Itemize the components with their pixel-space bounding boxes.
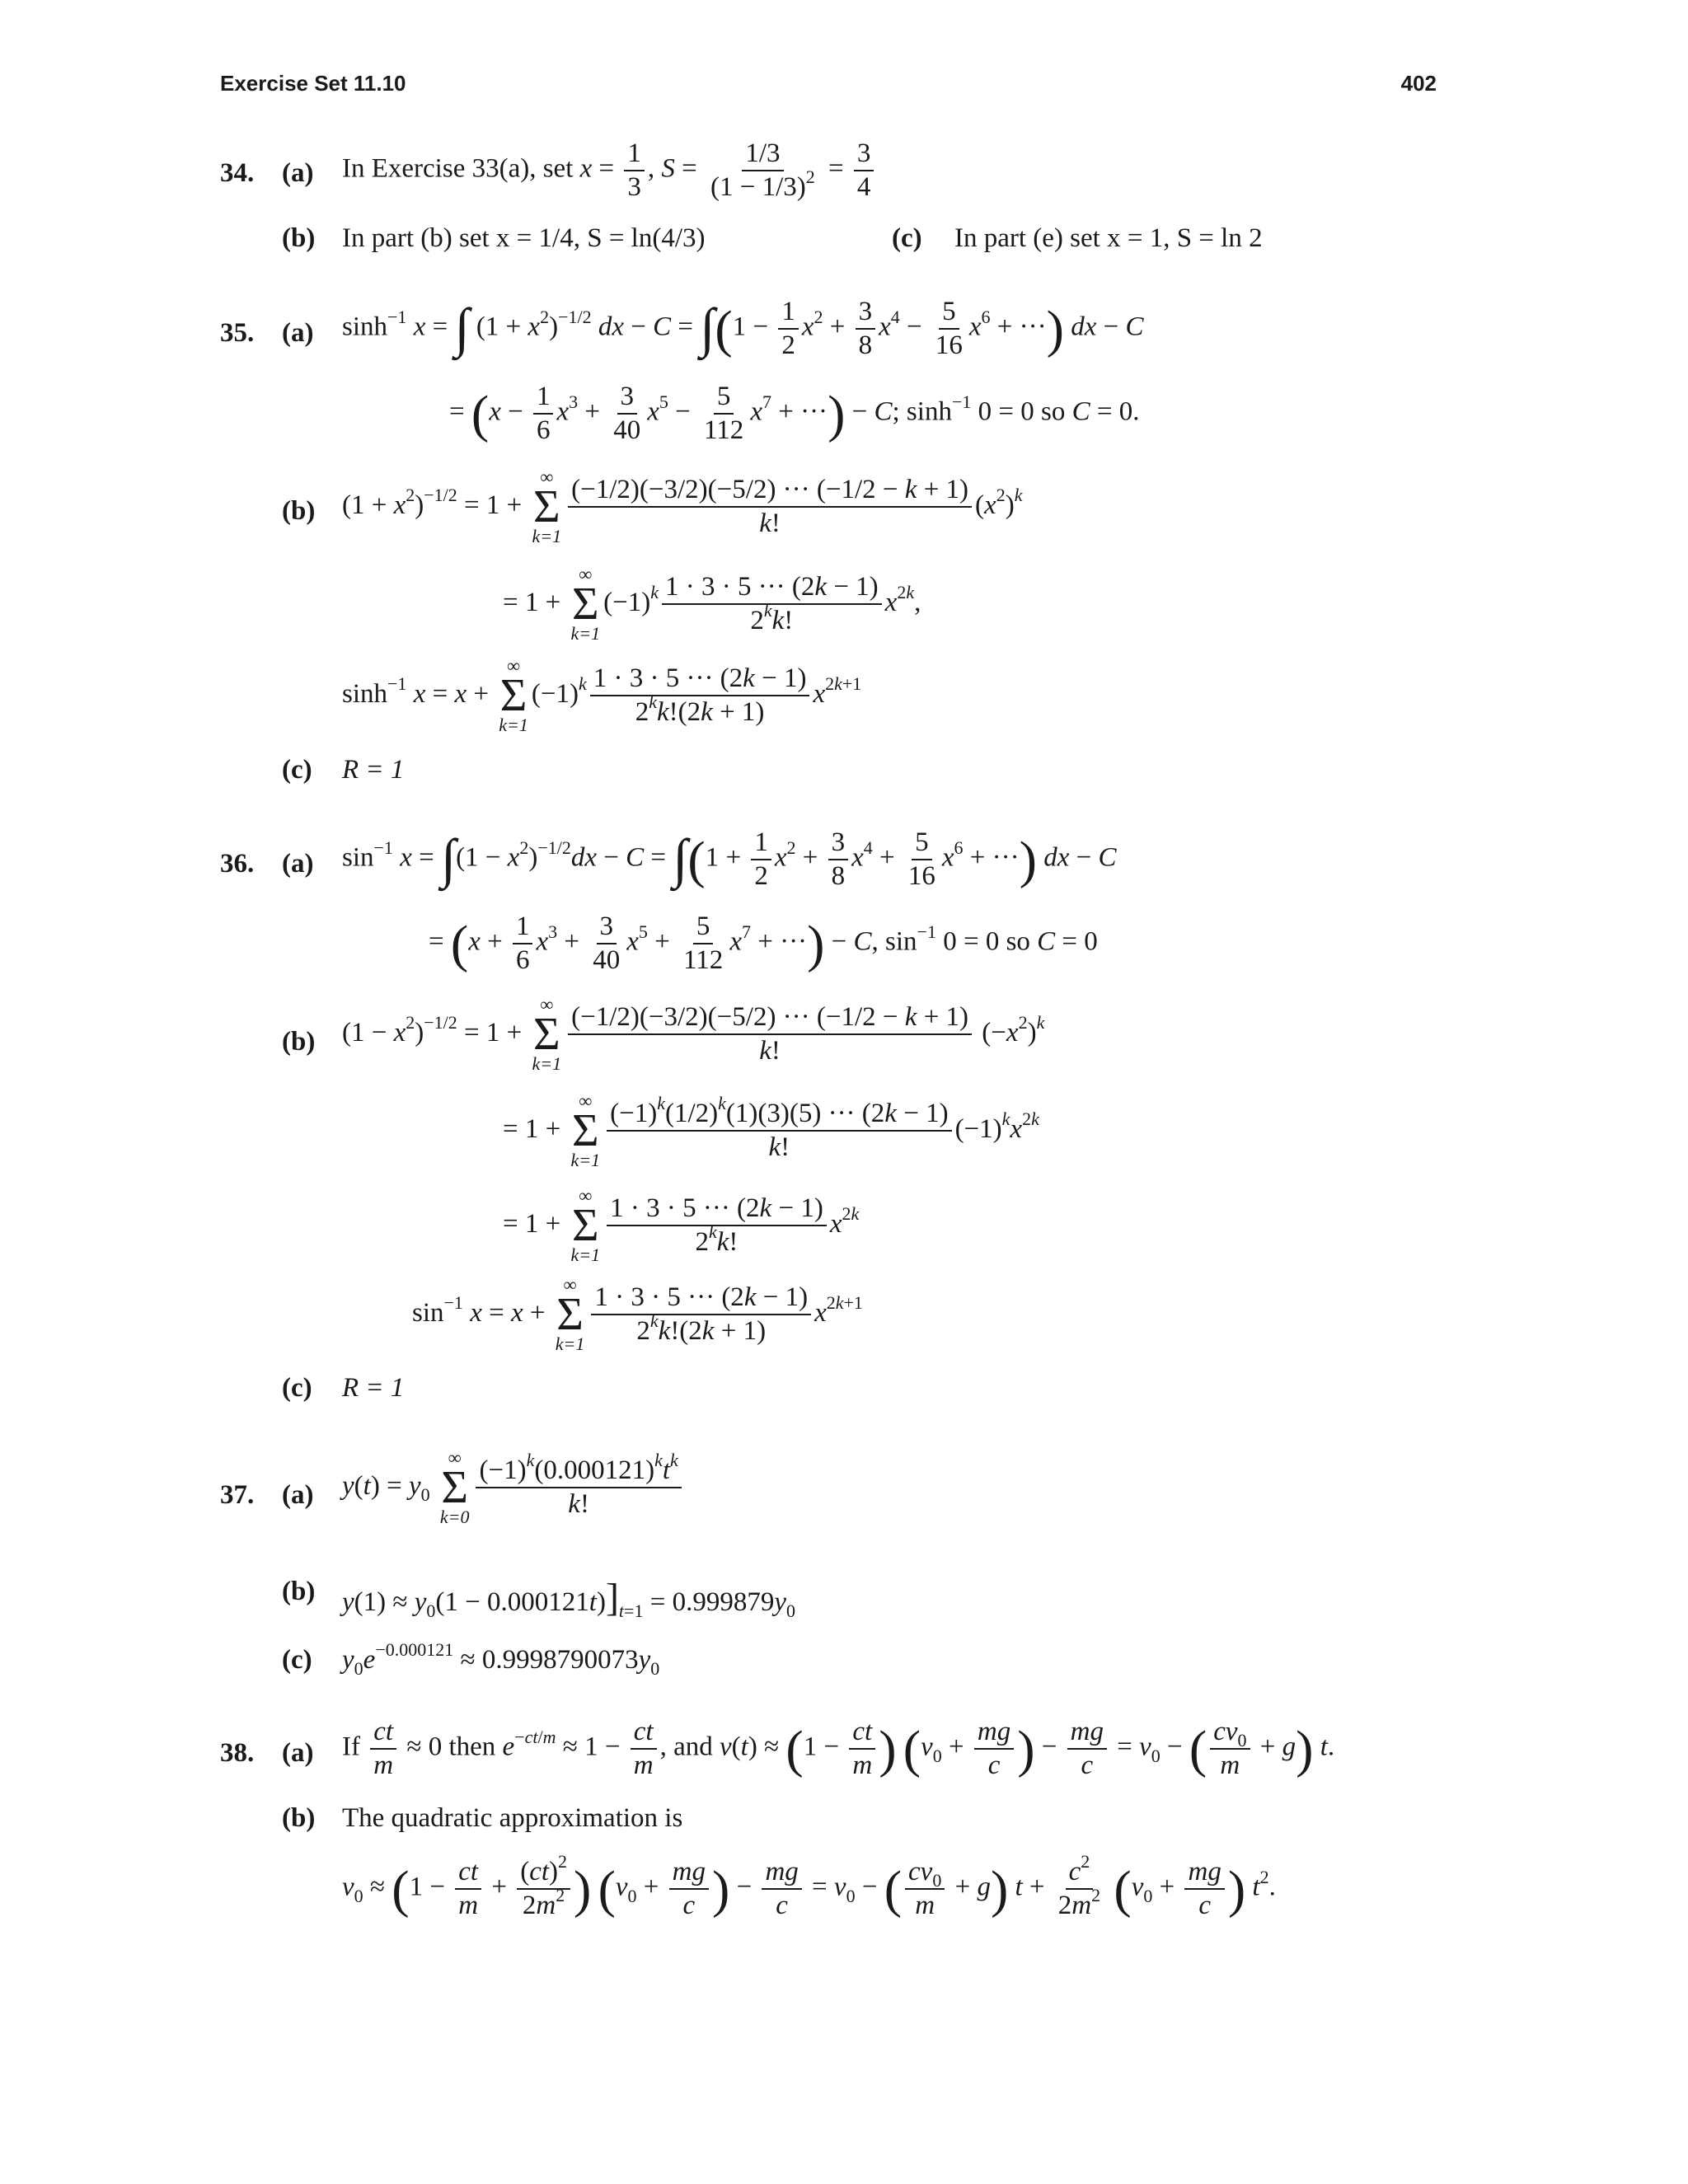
equation: R = 1 — [342, 755, 405, 785]
part-label: (b) — [282, 1027, 316, 1057]
problem-number: 37. — [220, 1480, 255, 1510]
section-title: Exercise Set 11.10 — [220, 71, 406, 96]
equation: $\sinh^{-1} x = x$ + ∞ Σ k=1 $(-1)^k$ $\frac{1 \cdot 3 \cdot 5 \cdot\cdot\cdot (2k - 1)}{2^kk!(2k + 1)}$ $x^{2k+1}$ — [342, 655, 862, 736]
equation: $\sinh^{-1} x$ = ∫ $(1 + x^2)^{-1/2}$ dx − C = ∫(1 − $\frac{1}{2}$ $x^2$ + $\frac{3}{8}$ $x^4$ − $\frac{5}{16}$ $x^6$ + ···) dx − C — [342, 297, 1144, 360]
equation: $y(1) \approx y_0(1 - 0.000121t)]_{t=1} = 0.999879y_0$ — [342, 1576, 795, 1621]
equation: $y(t) = y_0$ ∞ Σ k=0 $\frac{(-1)^k(0.000121)^kt^k}{k!}$ — [342, 1449, 685, 1526]
part-label: (c) — [892, 223, 922, 253]
part-label: (a) — [282, 158, 314, 188]
equation: In part (b) set x = 1/4, S = ln(4/3) — [342, 223, 706, 253]
part-label: (c) — [282, 1645, 312, 1675]
part-label: (a) — [282, 1738, 314, 1768]
part-label: (a) — [282, 849, 314, 879]
equation: In part (e) set x = 1, S = ln 2 — [954, 223, 1263, 253]
part-label: (b) — [282, 496, 316, 526]
problem-number: 38. — [220, 1738, 255, 1768]
page-number: 402 — [1400, 71, 1437, 96]
equation: = 1 + ∞ Σ k=1 $(-1)^k$ $\frac{1 \cdot 3 \cdot 5 \cdot\cdot\cdot (2k - 1)}{2^kk!}$ $x^{2k}$, — [503, 564, 921, 644]
part-label: (a) — [282, 318, 314, 348]
equation: R = 1 — [342, 1373, 405, 1403]
problem-number: 36. — [220, 849, 255, 879]
equation: If $\frac{ct}{m}$ ≈ 0 then $e^{-ct/m} \approx 1$ − $\frac{ct}{m}$ , and v(t) ≈ (1 − $\frac{ct}{m}$ ) ($v_0$ + $\frac{mg}{c}$ ) − $\frac{mg}{c}$ = $v_0$ − ( $\frac{cv_0}{m}$ + g) t. — [342, 1717, 1335, 1780]
equation: = 1 + ∞ Σ k=1 $\frac{1 \cdot 3 \cdot 5 \cdot\cdot\cdot (2k - 1)}{2^kk!}$ $x^{2k}$ — [503, 1185, 860, 1266]
equation: $(1 - x^2)^{-1/2} = 1$ + ∞ Σ k=1 $\frac{(-1/2)(-3/2)(-5/2) \cdot\cdot\cdot (-1/2 - k + 1)}{k!}$ $(-x^2)^k$ — [342, 994, 1045, 1075]
part-label: (b) — [282, 1803, 316, 1833]
equation: $(1 + x^2)^{-1/2} = 1$ + ∞ Σ k=1 $\frac{(-1/2)(-3/2)(-5/2) \cdot\cdot\cdot (-1/2 - k + 1)}{k!}$ $(x^2)^k$ — [342, 466, 1023, 547]
equation: $v_0 \approx (1$ − $\frac{ct}{m}$ + $\frac{(ct)^2}{2m^2}$ ) ($v_0$ + $\frac{mg}{c}$ ) − $\frac{mg}{c}$ = $v_0$ − ( $\frac{cv_0}{m}$ + g) t + $\frac{c^2}{2m^2}$ ($v_0$ + $\frac{mg}{c}$ ) $t^2$. — [342, 1851, 1276, 1920]
equation: $\sin^{-1} x = \int(1 - x^2)^{-1/2}dx - C = \int(1$ + $\frac{1}{2}$ $x^2$ + $\frac{3}{8}$ $x^4$ + $\frac{5}{16}$ $x^6$ + ···) dx − C — [342, 827, 1117, 891]
part-label: (b) — [282, 1577, 316, 1606]
problem-number: 34. — [220, 158, 255, 188]
part-label: (b) — [282, 223, 316, 253]
problem-number: 35. — [220, 318, 255, 348]
text: The quadratic approximation is — [342, 1803, 683, 1833]
equation: = 1 + ∞ Σ k=1 $\frac{(-1)^k(1/2)^k(1)(3)(5) \cdot\cdot\cdot (2k - 1)}{k!}$ $(-1)^kx^{2k}$ — [503, 1090, 1039, 1171]
part-label: (a) — [282, 1480, 314, 1510]
equation: = (x − $\frac{1}{6}$ $x^3$ + $\frac{3}{40}$ $x^5$ − $\frac{5}{112}$ $x^7$ + ···) − C; $\sinh^{-1} 0 = 0$ so C = 0. — [449, 382, 1140, 445]
equation: = (x + $\frac{1}{6}$ $x^3$ + $\frac{3}{40}$ $x^5$ + $\frac{5}{112}$ $x^7$ + ···) − C, $\sin^{-1} 0 = 0$ so C = 0 — [429, 912, 1098, 975]
equation: In Exercise 33(a), set x = $\frac{1}{3}$ , S = $\frac{1/3}{(1 - 1/3)^2}$ = $\frac{3}{4}$ — [342, 140, 877, 201]
equation: $y_0e^{-0.000121} \approx 0.9998790073y_0$ — [342, 1639, 660, 1679]
part-label: (c) — [282, 755, 312, 785]
equation: $\sin^{-1} x = x$ + ∞ Σ k=1 $\frac{1 \cdot 3 \cdot 5 \cdot\cdot\cdot (2k - 1)}{2^kk!(2k + 1)}$ $x^{2k+1}$ — [412, 1274, 863, 1355]
part-label: (c) — [282, 1373, 312, 1403]
